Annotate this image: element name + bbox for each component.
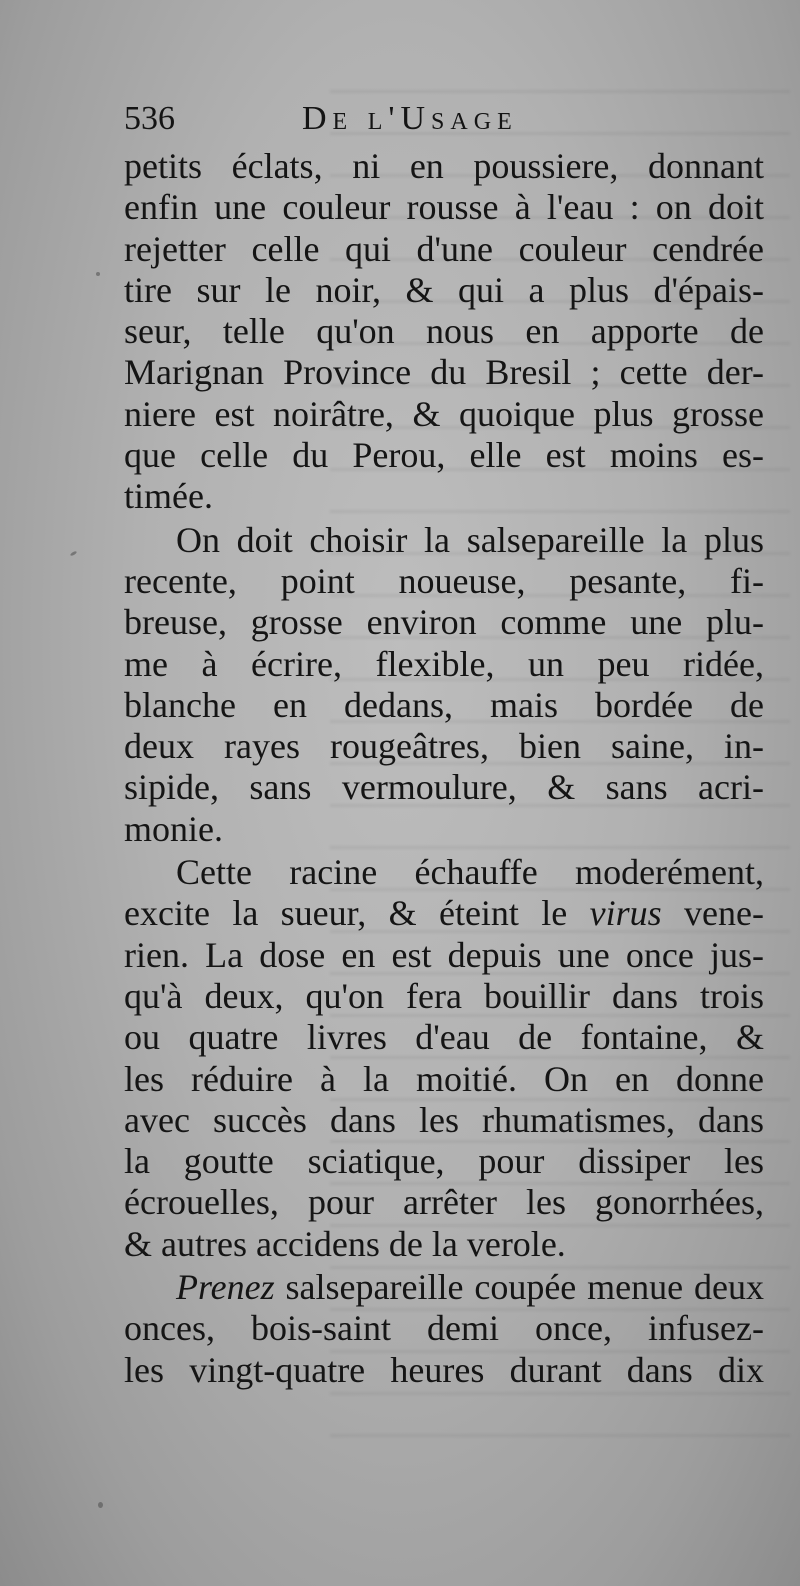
text-line: On doit choisir la salsepareille la plus xyxy=(176,519,764,560)
ink-speck xyxy=(98,1502,103,1508)
page-number: 536 xyxy=(124,100,175,137)
text-line: les vingt-quatre heures durant dans dix xyxy=(124,1349,764,1390)
text-line: petits éclats, ni en poussiere, donnant xyxy=(124,146,764,186)
text-line: Prenez salsepareille coupée menue deux xyxy=(176,1267,764,1308)
running-head: De l'Usage xyxy=(302,100,518,137)
page-header xyxy=(124,100,764,144)
text-line: seur, telle qu'on nous en apporte de xyxy=(124,311,764,352)
ink-speck xyxy=(96,272,100,276)
text-line: les réduire à la moitié. On en donne xyxy=(124,1058,764,1099)
text-line: la goutte sciatique, pour dissiper les xyxy=(124,1141,764,1182)
text-line: & autres accidens de la verole. xyxy=(124,1223,566,1264)
text-line: écrouelles, pour arrêter les gonorrhées, xyxy=(124,1182,764,1223)
text-line: tire sur le noir, & qui a plus d'épais- xyxy=(124,269,764,310)
text-line: ou quatre livres d'eau de fontaine, & xyxy=(124,1017,764,1058)
paragraph xyxy=(124,146,764,518)
body-text xyxy=(124,146,764,1391)
text-line: niere est noirâtre, & quoique plus grosse xyxy=(124,393,764,434)
text-line: que celle du Perou, elle est moins es- xyxy=(124,435,764,476)
paragraph xyxy=(124,1267,764,1391)
text-line: enfin une couleur rousse à l'eau : on doit xyxy=(124,187,764,228)
text-line: rien. La dose en est depuis une once jus- xyxy=(124,934,764,975)
text-line: recente, point noueuse, pesante, fi- xyxy=(124,560,764,601)
text-line: avec succès dans les rhumatismes, dans xyxy=(124,1099,764,1140)
text-line: blanche en dedans, mais bordée de xyxy=(124,684,764,725)
text-line: onces, bois-saint demi once, infusez- xyxy=(124,1308,764,1349)
text-line: sipide, sans vermoulure, & sans acri- xyxy=(124,767,764,808)
text-line: breuse, grosse environ comme une plu- xyxy=(124,602,764,643)
text-line: Marignan Province du Bresil ; cette der- xyxy=(124,352,764,393)
text-line: monie. xyxy=(124,808,223,849)
paragraph xyxy=(124,852,764,1265)
text-line: Cette racine échauffe moderément, xyxy=(176,852,764,893)
text-line: me à écrire, flexible, un peu ridée, xyxy=(124,643,764,684)
text-line: rejetter celle qui d'une couleur cendrée xyxy=(124,228,764,269)
text-line: deux rayes rougeâtres, bien saine, in- xyxy=(124,726,764,767)
ink-speck xyxy=(70,550,78,556)
text-line: excite la sueur, & éteint le virus vene- xyxy=(124,893,764,934)
text-line: timée. xyxy=(124,476,213,517)
text-line: qu'à deux, qu'on fera bouillir dans trois xyxy=(124,975,764,1016)
paragraph xyxy=(124,520,764,850)
